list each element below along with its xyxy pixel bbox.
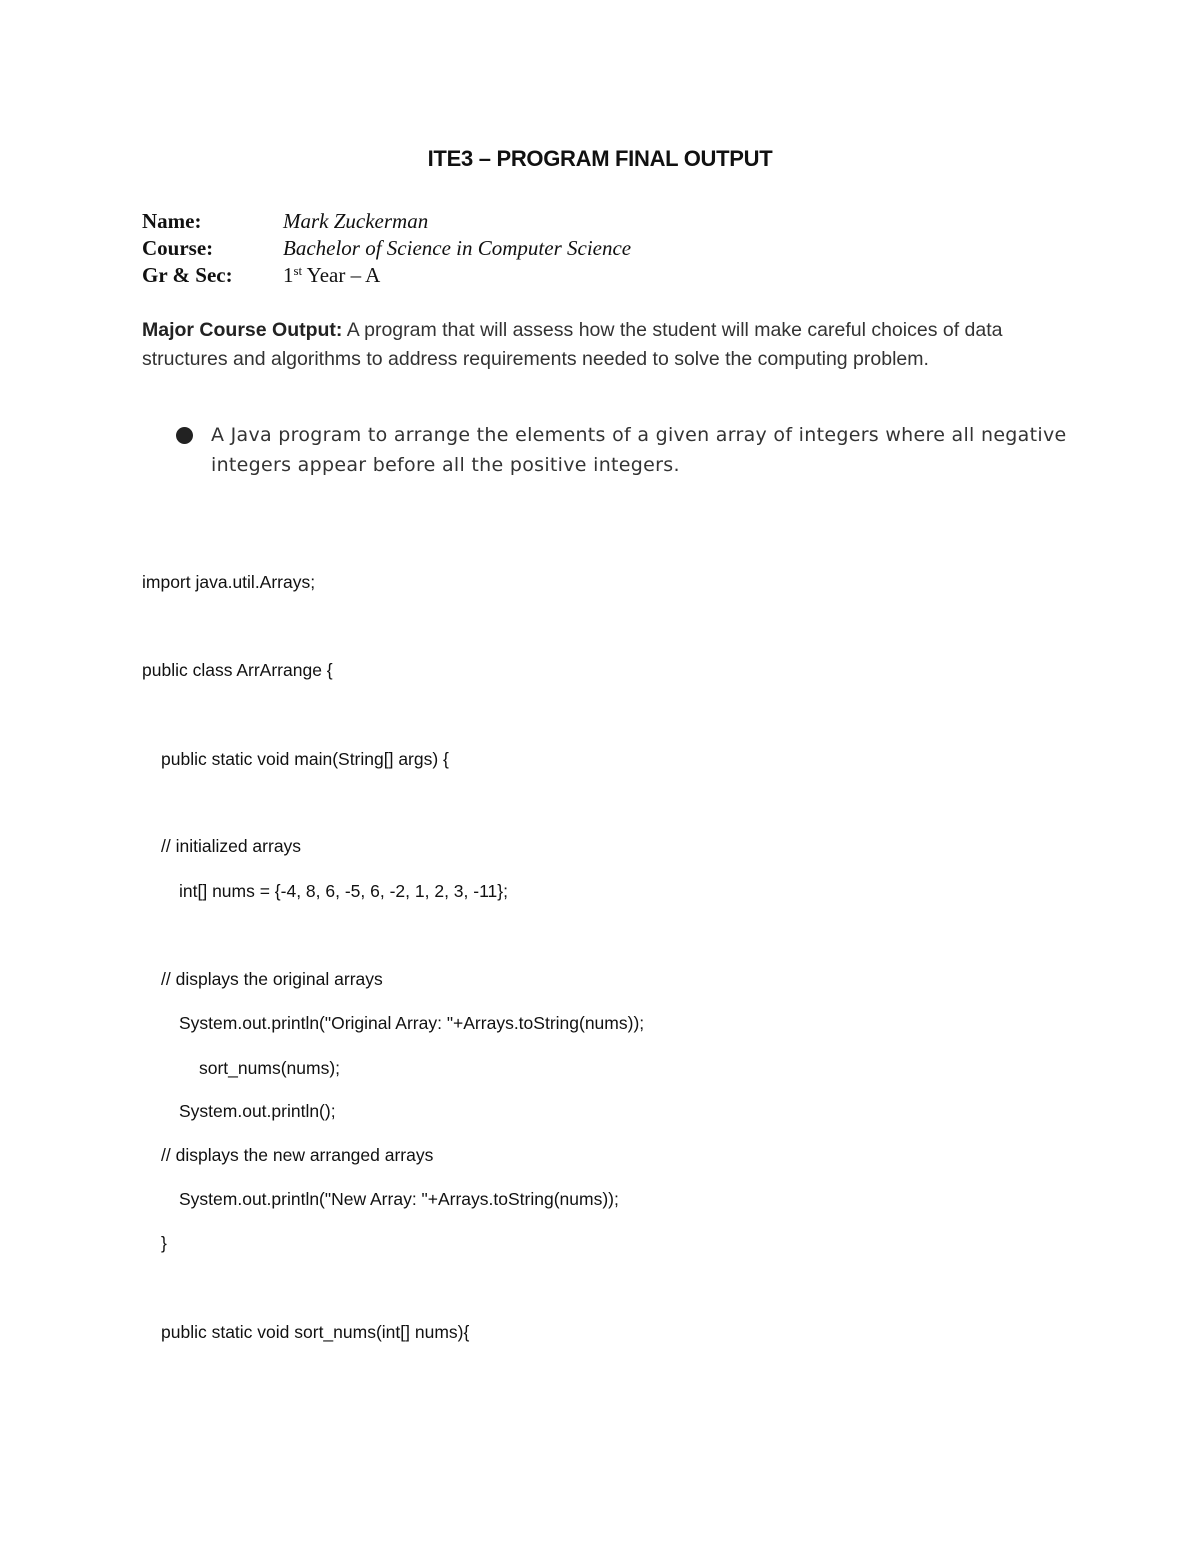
info-row-section — [142, 262, 631, 289]
code-line: int[] nums = {-4, 8, 6, -5, 6, -2, 1, 2, 3, -11}; — [179, 881, 508, 901]
course-value: Bachelor of Science in Computer Science — [283, 236, 632, 260]
major-output-text: A program that will assess how the student will make careful choices of data structures and algorithms to address requirements needed to solve the computing problem. — [142, 319, 1003, 370]
code-line: import java.util.Arrays; — [142, 572, 316, 592]
code-line: public class ArrArrange { — [142, 660, 333, 680]
bullet-dot-icon — [176, 427, 193, 444]
code-comment: // displays the new arranged arrays — [161, 1145, 434, 1165]
info-row-course — [142, 235, 631, 262]
code-line: System.out.println("New Array: "+Arrays.toString(nums)); — [179, 1189, 619, 1209]
code-line: public static void sort_nums(int[] nums){ — [161, 1322, 470, 1342]
code-line: } — [161, 1233, 167, 1253]
name-value: Mark Zuckerman — [283, 209, 429, 233]
code-line: sort_nums(nums); — [199, 1058, 341, 1078]
section-label: Gr & Sec: — [142, 263, 233, 287]
code-line: System.out.println(); — [179, 1101, 336, 1121]
info-row-name — [142, 208, 631, 235]
section-value — [283, 262, 380, 289]
code-line: public static void main(String[] args) { — [161, 749, 449, 769]
major-output-label: Major Course Output: — [142, 319, 343, 341]
name-label: Name: — [142, 209, 202, 233]
code-line: System.out.println("Original Array: "+Arrays.toString(nums)); — [179, 1013, 645, 1033]
section-year-number: 1 — [283, 263, 294, 287]
section-year-suffix: st — [293, 263, 303, 278]
section-year-rest: Year – A — [302, 263, 381, 287]
code-comment: // displays the original arrays — [161, 969, 383, 989]
major-course-output — [142, 316, 1072, 374]
code-comment: // initialized arrays — [161, 836, 302, 856]
course-label: Course: — [142, 236, 214, 260]
student-info — [142, 208, 631, 289]
document-title: ITE3 – PROGRAM FINAL OUTPUT — [427, 146, 773, 171]
bullet-text: A Java program to arrange the elements of a given array of integers where all negative integers appear before all the positive integers. — [211, 424, 1067, 476]
bullet-item — [176, 420, 1076, 480]
